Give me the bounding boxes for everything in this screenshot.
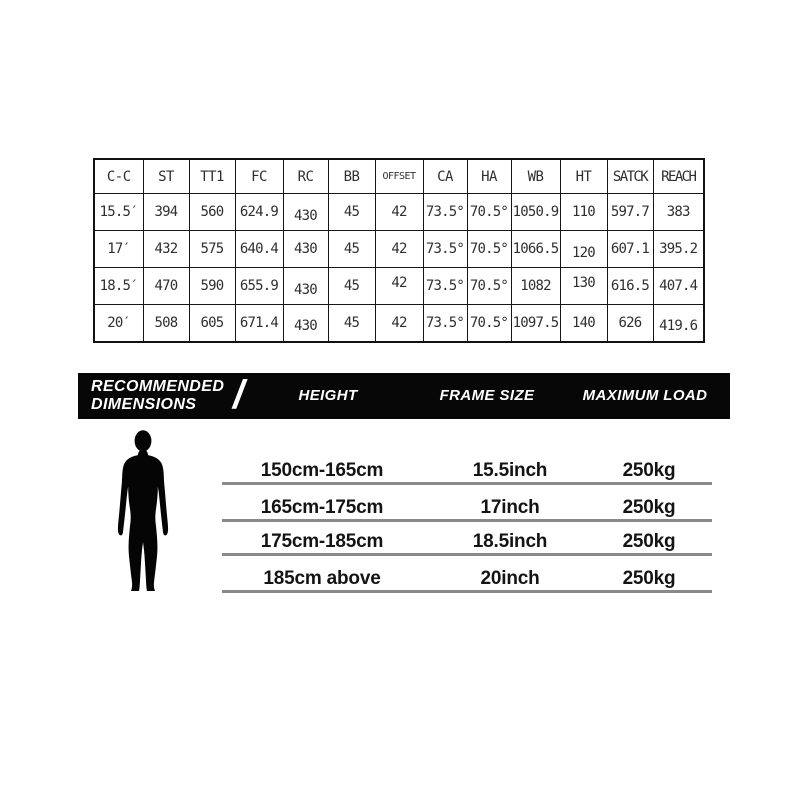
geometry-row-20 bbox=[94, 305, 704, 343]
geo-col-header-ht: HT bbox=[560, 159, 607, 194]
recommendation-row bbox=[222, 493, 712, 522]
recommended-dimensions-banner bbox=[78, 373, 730, 419]
geometry-table bbox=[93, 158, 705, 343]
geometry-row-18-5 bbox=[94, 268, 704, 305]
geo-cell: 73.5° bbox=[423, 231, 467, 268]
geo-cell: 70.5° bbox=[467, 268, 511, 305]
geo-cell: 430 bbox=[283, 268, 328, 305]
geo-cell: 616.5 bbox=[607, 268, 653, 305]
frame-size: 18.5inch bbox=[472, 531, 548, 552]
column-header-maximum-load: MAXIMUM LOAD bbox=[582, 387, 708, 404]
geo-cell: 73.5° bbox=[423, 194, 467, 231]
geo-cell: 45 bbox=[328, 305, 375, 343]
geo-cell: 671.4 bbox=[235, 305, 283, 343]
frame-size: 15.5inch bbox=[472, 460, 548, 481]
geo-cell: 140 bbox=[560, 305, 607, 343]
geo-cell: 17′ bbox=[94, 231, 143, 268]
column-header-height: HEIGHT bbox=[298, 387, 358, 404]
geo-cell: 42 bbox=[375, 231, 423, 268]
geo-cell: 45 bbox=[328, 231, 375, 268]
height-range: 185cm above bbox=[263, 568, 381, 589]
geo-cell: 626 bbox=[607, 305, 653, 343]
geo-col-header-reach: REACH bbox=[653, 159, 704, 194]
geo-cell: 508 bbox=[143, 305, 189, 343]
geo-cell: 15.5′ bbox=[94, 194, 143, 231]
geo-cell: 407.4 bbox=[653, 268, 704, 305]
geometry-row-15-5 bbox=[94, 194, 704, 231]
person-silhouette-icon bbox=[111, 430, 175, 594]
max-load: 250kg bbox=[622, 568, 676, 589]
banner-title-line2: DIMENSIONS bbox=[91, 396, 197, 413]
geo-cell: 640.4 bbox=[235, 231, 283, 268]
height-range: 175cm-185cm bbox=[260, 531, 384, 552]
geo-cell: 73.5° bbox=[423, 305, 467, 343]
geo-col-header-st: ST bbox=[143, 159, 189, 194]
banner-title-line1: RECOMMENDED bbox=[91, 378, 225, 395]
banner-title bbox=[91, 378, 224, 414]
geo-cell: 1050.9 bbox=[511, 194, 560, 231]
geo-cell: 590 bbox=[189, 268, 235, 305]
geo-cell: 70.5° bbox=[467, 305, 511, 343]
geo-cell: 18.5′ bbox=[94, 268, 143, 305]
geo-cell: 430 bbox=[283, 194, 328, 231]
geo-cell: 607.1 bbox=[607, 231, 653, 268]
frame-size: 20inch bbox=[480, 568, 540, 589]
geo-col-header-tt1: TT1 bbox=[189, 159, 235, 194]
geo-cell: 605 bbox=[189, 305, 235, 343]
geo-col-header-offset: OFFSET bbox=[375, 159, 423, 194]
geo-cell: 624.9 bbox=[235, 194, 283, 231]
geo-cell: 419.6 bbox=[653, 305, 704, 343]
geo-cell: 70.5° bbox=[467, 231, 511, 268]
geo-cell: 394 bbox=[143, 194, 189, 231]
geo-cell: 42 bbox=[375, 268, 423, 305]
geo-cell: 70.5° bbox=[467, 194, 511, 231]
geo-cell: 560 bbox=[189, 194, 235, 231]
geo-cell: 45 bbox=[328, 194, 375, 231]
frame-size: 17inch bbox=[480, 497, 540, 518]
geo-col-header-ca: CA bbox=[423, 159, 467, 194]
geo-col-header-fc: FC bbox=[235, 159, 283, 194]
geo-cell: 597.7 bbox=[607, 194, 653, 231]
geometry-header-row bbox=[94, 159, 704, 194]
geo-cell: 20′ bbox=[94, 305, 143, 343]
recommendation-row bbox=[222, 564, 712, 593]
geo-cell: 430 bbox=[283, 231, 328, 268]
geo-cell: 470 bbox=[143, 268, 189, 305]
geo-cell: 395.2 bbox=[653, 231, 704, 268]
recommendation-row bbox=[222, 456, 712, 485]
geo-col-header-ha: HA bbox=[467, 159, 511, 194]
geo-cell: 42 bbox=[375, 305, 423, 343]
height-range: 150cm-165cm bbox=[260, 460, 384, 481]
geo-cell: 432 bbox=[143, 231, 189, 268]
geo-col-header-satck: SATCK bbox=[607, 159, 653, 194]
geo-cell: 130 bbox=[560, 268, 607, 305]
geo-col-header-wb: WB bbox=[511, 159, 560, 194]
geo-cell: 575 bbox=[189, 231, 235, 268]
geo-col-header-rc: RC bbox=[283, 159, 328, 194]
geo-cell: 430 bbox=[283, 305, 328, 343]
geo-col-header-bb: BB bbox=[328, 159, 375, 194]
geometry-row-17 bbox=[94, 231, 704, 268]
geo-cell: 42 bbox=[375, 194, 423, 231]
max-load: 250kg bbox=[622, 497, 676, 518]
max-load: 250kg bbox=[622, 460, 676, 481]
geo-cell: 1082 bbox=[511, 268, 560, 305]
geo-cell: 73.5° bbox=[423, 268, 467, 305]
geo-cell: 1066.5 bbox=[511, 231, 560, 268]
height-range: 165cm-175cm bbox=[260, 497, 384, 518]
column-header-frame-size: FRAME SIZE bbox=[439, 387, 535, 404]
geo-col-header-cc: C-C bbox=[94, 159, 143, 194]
geo-cell: 383 bbox=[653, 194, 704, 231]
recommendation-row bbox=[222, 527, 712, 556]
max-load: 250kg bbox=[622, 531, 676, 552]
slash-divider: / bbox=[233, 373, 245, 417]
geo-cell: 120 bbox=[560, 231, 607, 268]
geo-cell: 655.9 bbox=[235, 268, 283, 305]
geo-cell: 45 bbox=[328, 268, 375, 305]
geo-cell: 1097.5 bbox=[511, 305, 560, 343]
geo-cell: 110 bbox=[560, 194, 607, 231]
